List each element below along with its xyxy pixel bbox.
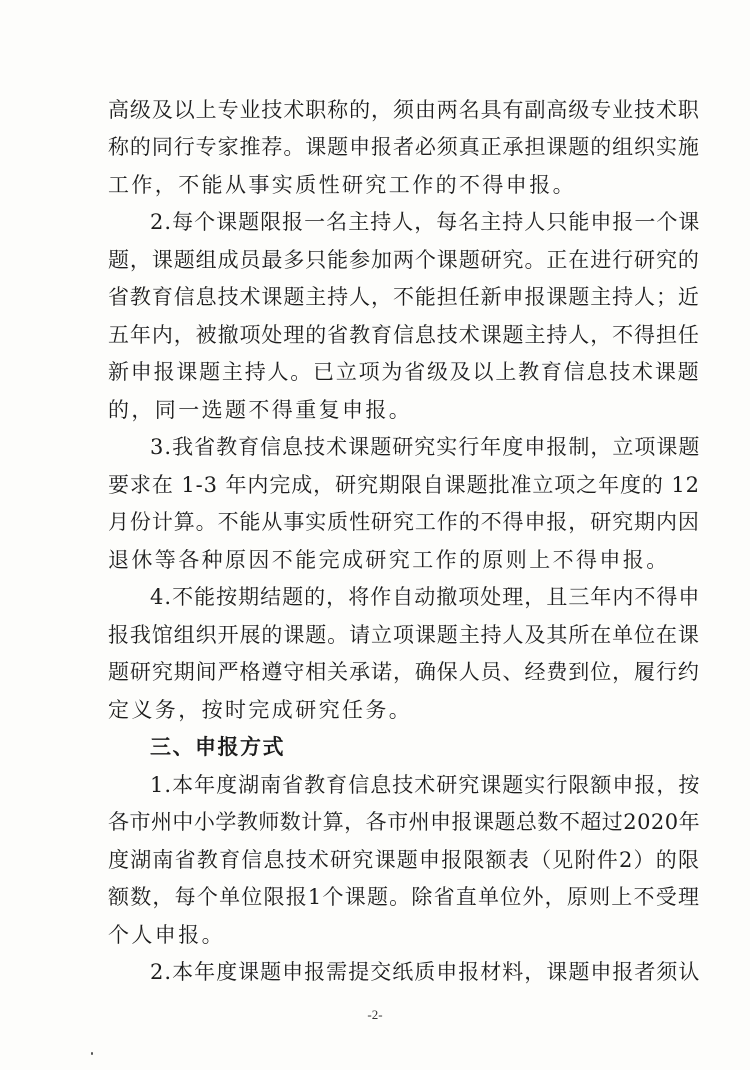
body-line-10: 3.我省教育信息技术课题研究实行年度申报制，立项课题 — [150, 435, 701, 459]
body-line-12: 月份计算。不能从事实质性研究工作的不得申报，研究期内因 — [108, 510, 700, 534]
body-line-17: 定义务，按时完成研究任务。 — [108, 698, 413, 722]
body-line-22: 额数，每个单位限报1个课题。除省直单位外，原则上不受理 — [108, 885, 701, 909]
body-line-6: 省教育信息技术课题主持人，不能担任新申报课题主持人；近 — [108, 285, 700, 309]
body-line-15: 报我馆组织开展的课题。请立项课题主持人及其所在单位在课 — [108, 623, 700, 647]
body-line-23: 个人申报。 — [108, 923, 225, 947]
body-line-16: 题研究期间严格遵守相关承诺，确保人员、经费到位，履行约 — [108, 660, 700, 684]
body-line-21: 度湖南省教育信息技术研究课题申报限额表（见附件2）的限 — [108, 848, 701, 872]
section-heading: 三、申报方式 — [150, 735, 285, 759]
body-line-9: 的，同一选题不得重复申报。 — [108, 398, 413, 422]
body-line-7: 五年内，被撤项处理的省教育信息技术课题主持人，不得担任 — [108, 323, 700, 347]
body-line-3: 工作，不能从事实质性研究工作的不得申报。 — [108, 173, 576, 197]
body-line-20: 各市州中小学教师数计算，各市州申报课题总数不超过2020年 — [108, 810, 701, 834]
body-line-19: 1.本年度湖南省教育信息技术研究课题实行限额申报，按 — [150, 773, 701, 797]
body-line-24: 2.本年度课题申报需提交纸质申报材料，课题申报者须认 — [150, 960, 701, 984]
page-number: -2- — [367, 1007, 383, 1022]
body-line-1: 高级及以上专业技术职称的，须由两名具有副高级专业技术职 — [108, 98, 700, 122]
scan-speck — [91, 1052, 93, 1055]
body-line-11: 要求在 1-3 年内完成，研究期限自课题批准立项之年度的 12 — [108, 473, 700, 497]
body-line-13: 退休等各种原因不能完成研究工作的原则上不得申报。 — [108, 548, 670, 572]
body-line-4: 2.每个课题限报一名主持人，每名主持人只能申报一个课 — [150, 210, 701, 234]
body-line-5: 题，课题组成员最多只能参加两个课题研究。正在进行研究的 — [108, 248, 700, 272]
body-line-8: 新申报课题主持人。已立项为省级及以上教育信息技术课题 — [108, 360, 701, 384]
body-line-2: 称的同行专家推荐。课题申报者必须真正承担课题的组织实施 — [108, 135, 700, 159]
body-line-14: 4.不能按期结题的，将作自动撤项处理，且三年内不得申 — [150, 585, 701, 609]
